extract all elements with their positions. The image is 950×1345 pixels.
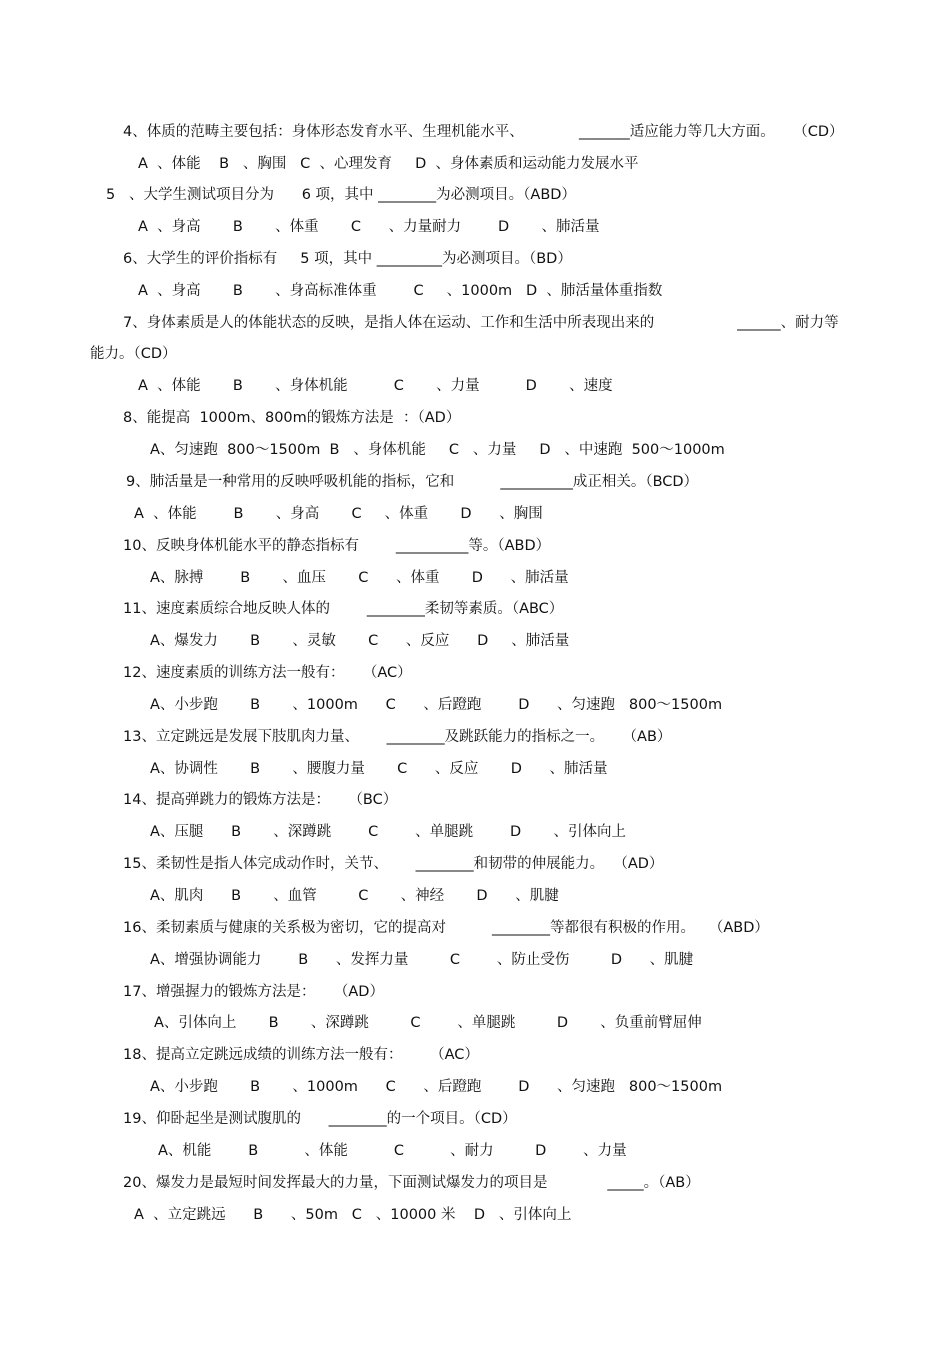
question-13: 13、立定跳远是发展下肢肌肉力量、 ________及跳跃能力的指标之一。 （AB） — [123, 729, 672, 745]
question-15: 15、柔韧性是指人体完成动作时，关节、 ________和韧带的伸展能力。 （AD） — [123, 856, 664, 872]
question-11: 11、速度素质综合地反映人体的 ________柔韧等素质。（ABC） — [123, 601, 564, 617]
question-6: 6、大学生的评价指标有 5 项，其中 _________为必测项目。（BD） — [123, 251, 572, 267]
options-19: A、机能 B 、体能 C 、耐力 D 、力量 — [158, 1143, 627, 1159]
question-5: 5 、大学生测试项目分为 6 项，其中 ________为必测项目。（ABD） — [106, 187, 576, 203]
options-16: A、增强协调能力 B 、发挥力量 C 、防止受伤 D 、肌腱 — [150, 952, 694, 968]
options-18: A、小步跑 B 、1000m C 、后蹬跑 D 、匀速跑 800～1500m — [150, 1079, 723, 1095]
options-9: A 、体能 B 、身高 C 、体重 D 、胸围 — [134, 506, 543, 522]
question-18: 18、提高立定跳远成绩的训练方法一般有： （AC） — [123, 1047, 479, 1063]
options-14: A、压腿 B 、深蹲跳 C 、单腿跳 D 、引体向上 — [150, 824, 626, 840]
question-7: 7、身体素质是人的体能状态的反映，是指人体在运动、工作和生活中所表现出来的 ______、耐力等 — [123, 315, 839, 331]
options-4: A 、体能 B 、胸围 C 、心理发育 D 、身体素质和运动能力发展水平 — [138, 156, 639, 172]
question-4: 4、体质的范畴主要包括：身体形态发育水平、生理机能水平、 _______适应能力等几大方面。 （CD） — [123, 124, 844, 140]
options-11: A、爆发力 B 、灵敏 C 、反应 D 、肺活量 — [150, 633, 570, 649]
question-19: 19、仰卧起坐是测试腹肌的 ________的一个项目。（CD） — [123, 1111, 517, 1127]
question-14: 14、提高弹跳力的锻炼方法是： （BC） — [123, 792, 398, 808]
options-10: A、脉搏 B 、血压 C 、体重 D 、肺活量 — [150, 570, 569, 586]
question-17: 17、增强握力的锻炼方法是： （AD） — [123, 984, 384, 1000]
options-17: A、引体向上 B 、深蹲跳 C 、单腿跳 D 、负重前臂屈伸 — [154, 1015, 702, 1031]
question-7-cont: 能力。（CD） — [90, 346, 177, 362]
options-5: A 、身高 B 、体重 C 、力量耐力 D 、肺活量 — [138, 219, 600, 235]
question-8: 8、能提高 1000m、800m的锻炼方法是 ：（AD） — [123, 410, 461, 426]
question-12: 12、速度素质的训练方法一般有： （AC） — [123, 665, 412, 681]
question-10: 10、反映身体机能水平的静态指标有 __________等。（ABD） — [123, 538, 551, 554]
options-15: A、肌肉 B 、血管 C 、神经 D 、肌腱 — [150, 888, 559, 904]
question-20: 20、爆发力是最短时间发挥最大的力量，下面测试爆发力的项目是 _____。（AB） — [123, 1175, 700, 1191]
options-13: A、协调性 B 、腰腹力量 C 、反应 D 、肺活量 — [150, 761, 608, 777]
question-16: 16、柔韧素质与健康的关系极为密切，它的提高对 ________等都很有积极的作用。 （ABD） — [123, 920, 769, 936]
options-8: A、匀速跑 800～1500m B 、身体机能 C 、力量 D 、中速跑 500～1000m — [150, 442, 725, 458]
options-7: A 、体能 B 、身体机能 C 、力量 D 、速度 — [138, 378, 613, 394]
question-9: 9、肺活量是一种常用的反映呼吸机能的指标，它和 __________成正相关。（BCD） — [126, 474, 699, 490]
options-20: A 、立定跳远 B 、50m C 、10000 米 D 、引体向上 — [134, 1207, 572, 1223]
options-6: A 、身高 B 、身高标准体重 C 、1000m D 、肺活量体重指数 — [138, 283, 663, 299]
options-12: A、小步跑 B 、1000m C 、后蹬跑 D 、匀速跑 800～1500m — [150, 697, 723, 713]
